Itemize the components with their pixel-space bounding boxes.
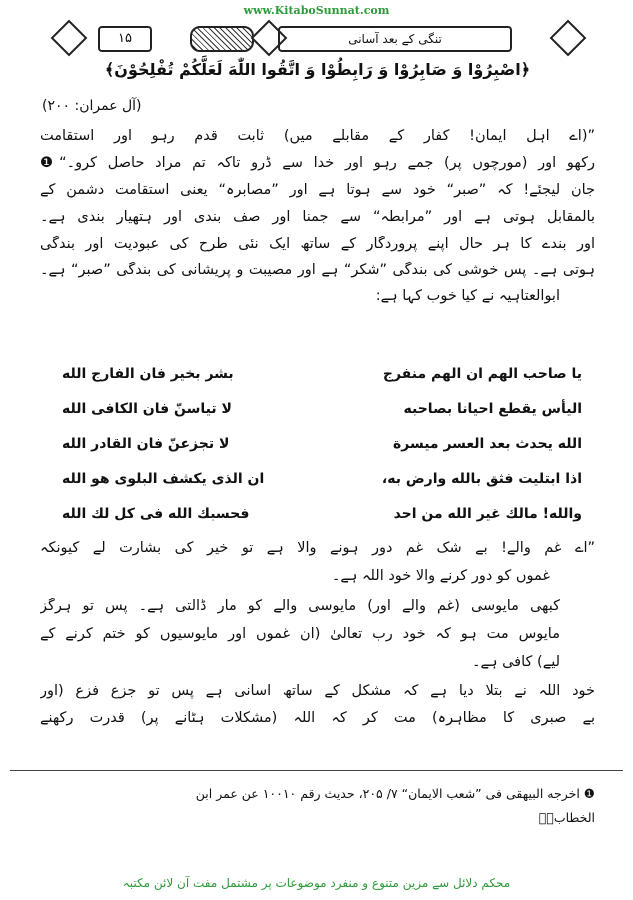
quran-verse: ﴿اصْبِرُوْا وَ صَابِرُوْا وَ رَابِطُوْا وَ اتَّقُوا اللّٰهَ لَعَلَّكُمْ تُفْلِحُوْنَ﴾ — [104, 60, 531, 79]
translation-line: غموں کو دور کرنے والا خود اللہ ہے۔ — [331, 568, 550, 584]
poem-verse — [62, 436, 582, 462]
poem-hemistich-2: لا تياسنّ فان الكافى الله — [62, 401, 232, 417]
translation-line: لیے) کافی ہے۔ — [472, 654, 560, 670]
paragraph-line: اور بندے کا ہر حال اپنے پروردگار کے ساتھ ایک نئی طرح کی عبودیت اور بندگی — [40, 236, 595, 252]
poem-verse — [62, 401, 582, 427]
footer-watermark: محکم دلائل سے مزین متنوع و منفرد موضوعات پر مشتمل مفت آن لائن مکتبہ — [122, 876, 511, 890]
translation-line: خود اللہ نے بتلا دیا ہے کہ مشکل کے ساتھ آسانی ہے پس تو جزع فزع (اور — [40, 683, 595, 699]
footnote-line: الخطابؓ۔ — [538, 810, 595, 825]
paragraph-line: ”(اے اہل ایمان! کفار کے مقابلے میں) ثابت قدم رہو اور استقامت — [40, 128, 595, 144]
poem-hemistich-1: اليأس يقطع احيانا بصاحبه — [403, 401, 582, 417]
poem-hemistich-2: بشر بخير فان الفارج الله — [62, 366, 234, 382]
paragraph-line: رکھو اور (مورچوں پر) جمے رہو اور خدا سے ڈرو تاکہ تم مراد حاصل کرو۔“❶ — [40, 155, 595, 171]
poem-hemistich-1: يا صاحب الهم ان الهم منفرج — [382, 366, 582, 382]
paragraph-line: بالمقابل ہوتی ہے اور ”مرابطہ“ سے جمنا اور صف بندی اور ہتھیار بندی ہے۔ — [40, 209, 595, 225]
site-url[interactable]: www.KitaboSunnat.com — [243, 4, 390, 17]
translation-line: بے صبری کا مظاہرہ) مت کر کہ اللہ (مشکلات ہٹانے پر) قدرت رکھنے — [40, 710, 595, 726]
poem-verse — [62, 471, 582, 497]
poem-hemistich-2: لا تجزعنّ فان القادر الله — [62, 436, 230, 452]
page-header — [50, 22, 595, 54]
knot-ornament-icon — [190, 26, 254, 52]
poem-hemistich-2: ان الذى يكشف البلوى هو الله — [62, 471, 265, 487]
footnote-line: ❶ اخرجه البيهقى فى ”شعب الايمان“ ۷/ ۲۰۵، حديث رقم ۱۰۰۱۰ عن عمر ابن — [195, 786, 595, 801]
translation-line: ”اے غم والے! بے شک غم دور ہونے والا ہے تو خیر کی بشارت لے کیونکہ — [40, 540, 595, 556]
verse-reference: (آل عمران: ۲۰۰) — [42, 98, 142, 114]
paragraph-line: ہوتی ہے۔ پس خوشی کی بندگی ”شکر“ ہے اور مصیبت و پریشانی کی بندگی ”صبر“ ہے۔ — [40, 262, 595, 278]
paragraph-line: ابوالعتاہیہ نے کیا خوب کہا ہے: — [375, 288, 560, 304]
translation-line: کبھی مایوسی (غم والے اور) مایوسی والے کو مار ڈالتی ہے۔ پس تو ہرگز — [40, 598, 560, 614]
translation-line: مایوس مت ہو کہ خود رب تعالیٰ (ان غموں اور مایوسیوں کو ختم کرنے کے — [40, 626, 560, 642]
paragraph-line: جان لیجئے! کہ ”صبر“ خود سے ہوتا ہے اور ”مصابرہ“ یعنی استقامت دشمن کے — [40, 182, 595, 198]
ornament-left-icon — [51, 20, 88, 57]
ornament-right-icon — [550, 20, 587, 57]
chapter-title: تنگی کے بعد آسانی — [278, 26, 512, 52]
poem-verse — [62, 366, 582, 392]
poem-hemistich-2: فحسبك الله فى كل لك الله — [62, 506, 250, 522]
page-number: ۱۵ — [98, 26, 152, 52]
poem-hemistich-1: الله يحدث بعد العسر ميسرة — [392, 436, 582, 452]
footnote-divider — [10, 770, 623, 771]
poem-hemistich-1: والله! مالك غير الله من احد — [393, 506, 582, 522]
poem-verse — [62, 506, 582, 532]
poem-hemistich-1: اذا ابتليت فثق بالله وارض به، — [381, 471, 582, 487]
